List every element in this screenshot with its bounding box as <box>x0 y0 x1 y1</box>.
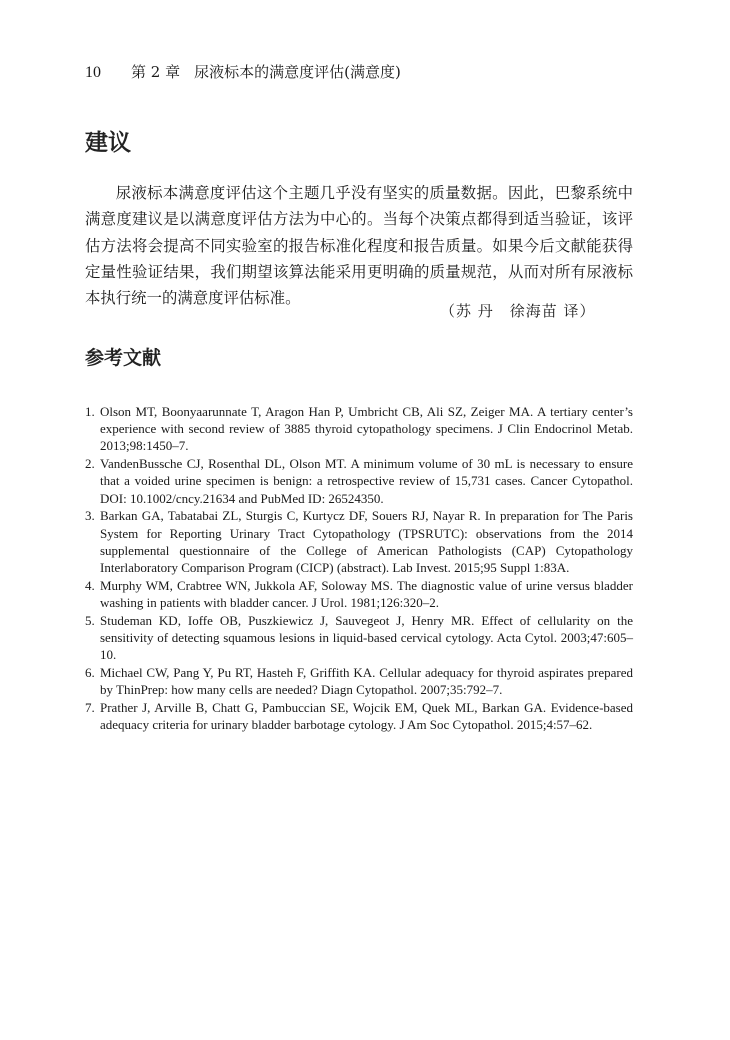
reference-text: Barkan GA, Tabatabai ZL, Sturgis C, Kurtycz DF, Souers RJ, Nayar R. In preparation for The Paris System for Reporting Urinary Tract Cytopathology (TPSRUTC): observations from the 2014 supplemental questionnaire of the College of American Pathologists (CAP) Cytopathology Interlaboratory Comparison Program (CICP) (abstract). Lab Invest. 2015;95 Suppl 1:83A. <box>100 508 633 576</box>
references-heading: 参考文献 <box>85 347 162 369</box>
chapter-title: 尿液标本的满意度评估(满意度) <box>194 63 401 81</box>
reference-item-6 <box>85 664 633 698</box>
reference-number: 4. <box>85 577 95 593</box>
translator-credit: （苏 丹 徐海苗 译） <box>440 302 596 320</box>
suggestions-heading: 建议 <box>85 130 131 156</box>
reference-list <box>85 403 633 734</box>
reference-number: 1. <box>85 404 95 419</box>
reference-item-4 <box>85 577 633 611</box>
reference-number: 5. <box>85 612 95 628</box>
reference-item-3 <box>85 507 633 576</box>
reference-text: Michael CW, Pang Y, Pu RT, Hasteh F, Griffith KA. Cellular adequacy for thyroid aspirates prepared by ThinPrep: how many cells are needed? Diagn Cytopathol. 2007;35:792–7. <box>100 665 633 698</box>
reference-number: 6. <box>85 665 95 681</box>
reference-text: Murphy WM, Crabtree WN, Jukkola AF, Soloway MS. The diagnostic value of urine versus bladder washing in patients with bladder cancer. J Urol. 1981;126:320–2. <box>100 577 633 611</box>
reference-number: 7. <box>85 700 95 716</box>
suggestions-paragraph: 尿液标本满意度评估这个主题几乎没有坚实的质量数据。因此，巴黎系统中满意度建议是以满意度评估方法为中心的。当每个决策点都得到适当验证，该评估方法将会提高不同实验室的报告标准化程度和报告质量。如果今后文献能获得定量性验证结果，我们期望该算法能采用更明确的质量规范，从而对所有尿液标本执行统一的满意度评估标准。 <box>85 184 633 308</box>
reference-text: VandenBussche CJ, Rosenthal DL, Olson MT. A minimum volume of 30 mL is necessary to ensure that a voided urine specimen is benign: a retrospective review of 15,731 cases. Cancer Cytopathol. DOI: 10.1002/cncy.21634 and PubMed ID: 26524350. <box>100 456 633 506</box>
chapter-label: 第 2 章 <box>131 63 181 81</box>
reference-number: 2. <box>85 456 95 472</box>
reference-number: 3. <box>85 508 95 524</box>
reference-item-7 <box>85 699 633 733</box>
reference-text: Prather J, Arville B, Chatt G, Pambuccian SE, Wojcik EM, Quek ML, Barkan GA. Evidence-based adequacy criteria for urinary bladder barbotage cytology. J Am Soc Cytopathol. 2015;4:57–62. <box>100 700 633 733</box>
reference-text: Studeman KD, Ioffe OB, Puszkiewicz J, Sauvegeot J, Henry MR. Effect of cellularity on the sensitivity of detecting squamous lesions in liquid-based cervical cytology. Acta Cytol. 2003;47:605–10. <box>100 612 633 663</box>
reference-text: Olson MT, Boonyaarunnate T, Aragon Han P, Umbricht CB, Ali SZ, Zeiger MA. A tertiary center’s experience with second review of 3885 thyroid cytopathology specimens. J Clin Endocrinol Metab. 2013;98:1450–7. <box>100 404 633 454</box>
reference-item-5 <box>85 612 633 664</box>
running-header <box>85 62 401 83</box>
reference-item-2 <box>85 455 633 507</box>
reference-item-1 <box>85 403 633 455</box>
page-number: 10 <box>85 64 101 81</box>
